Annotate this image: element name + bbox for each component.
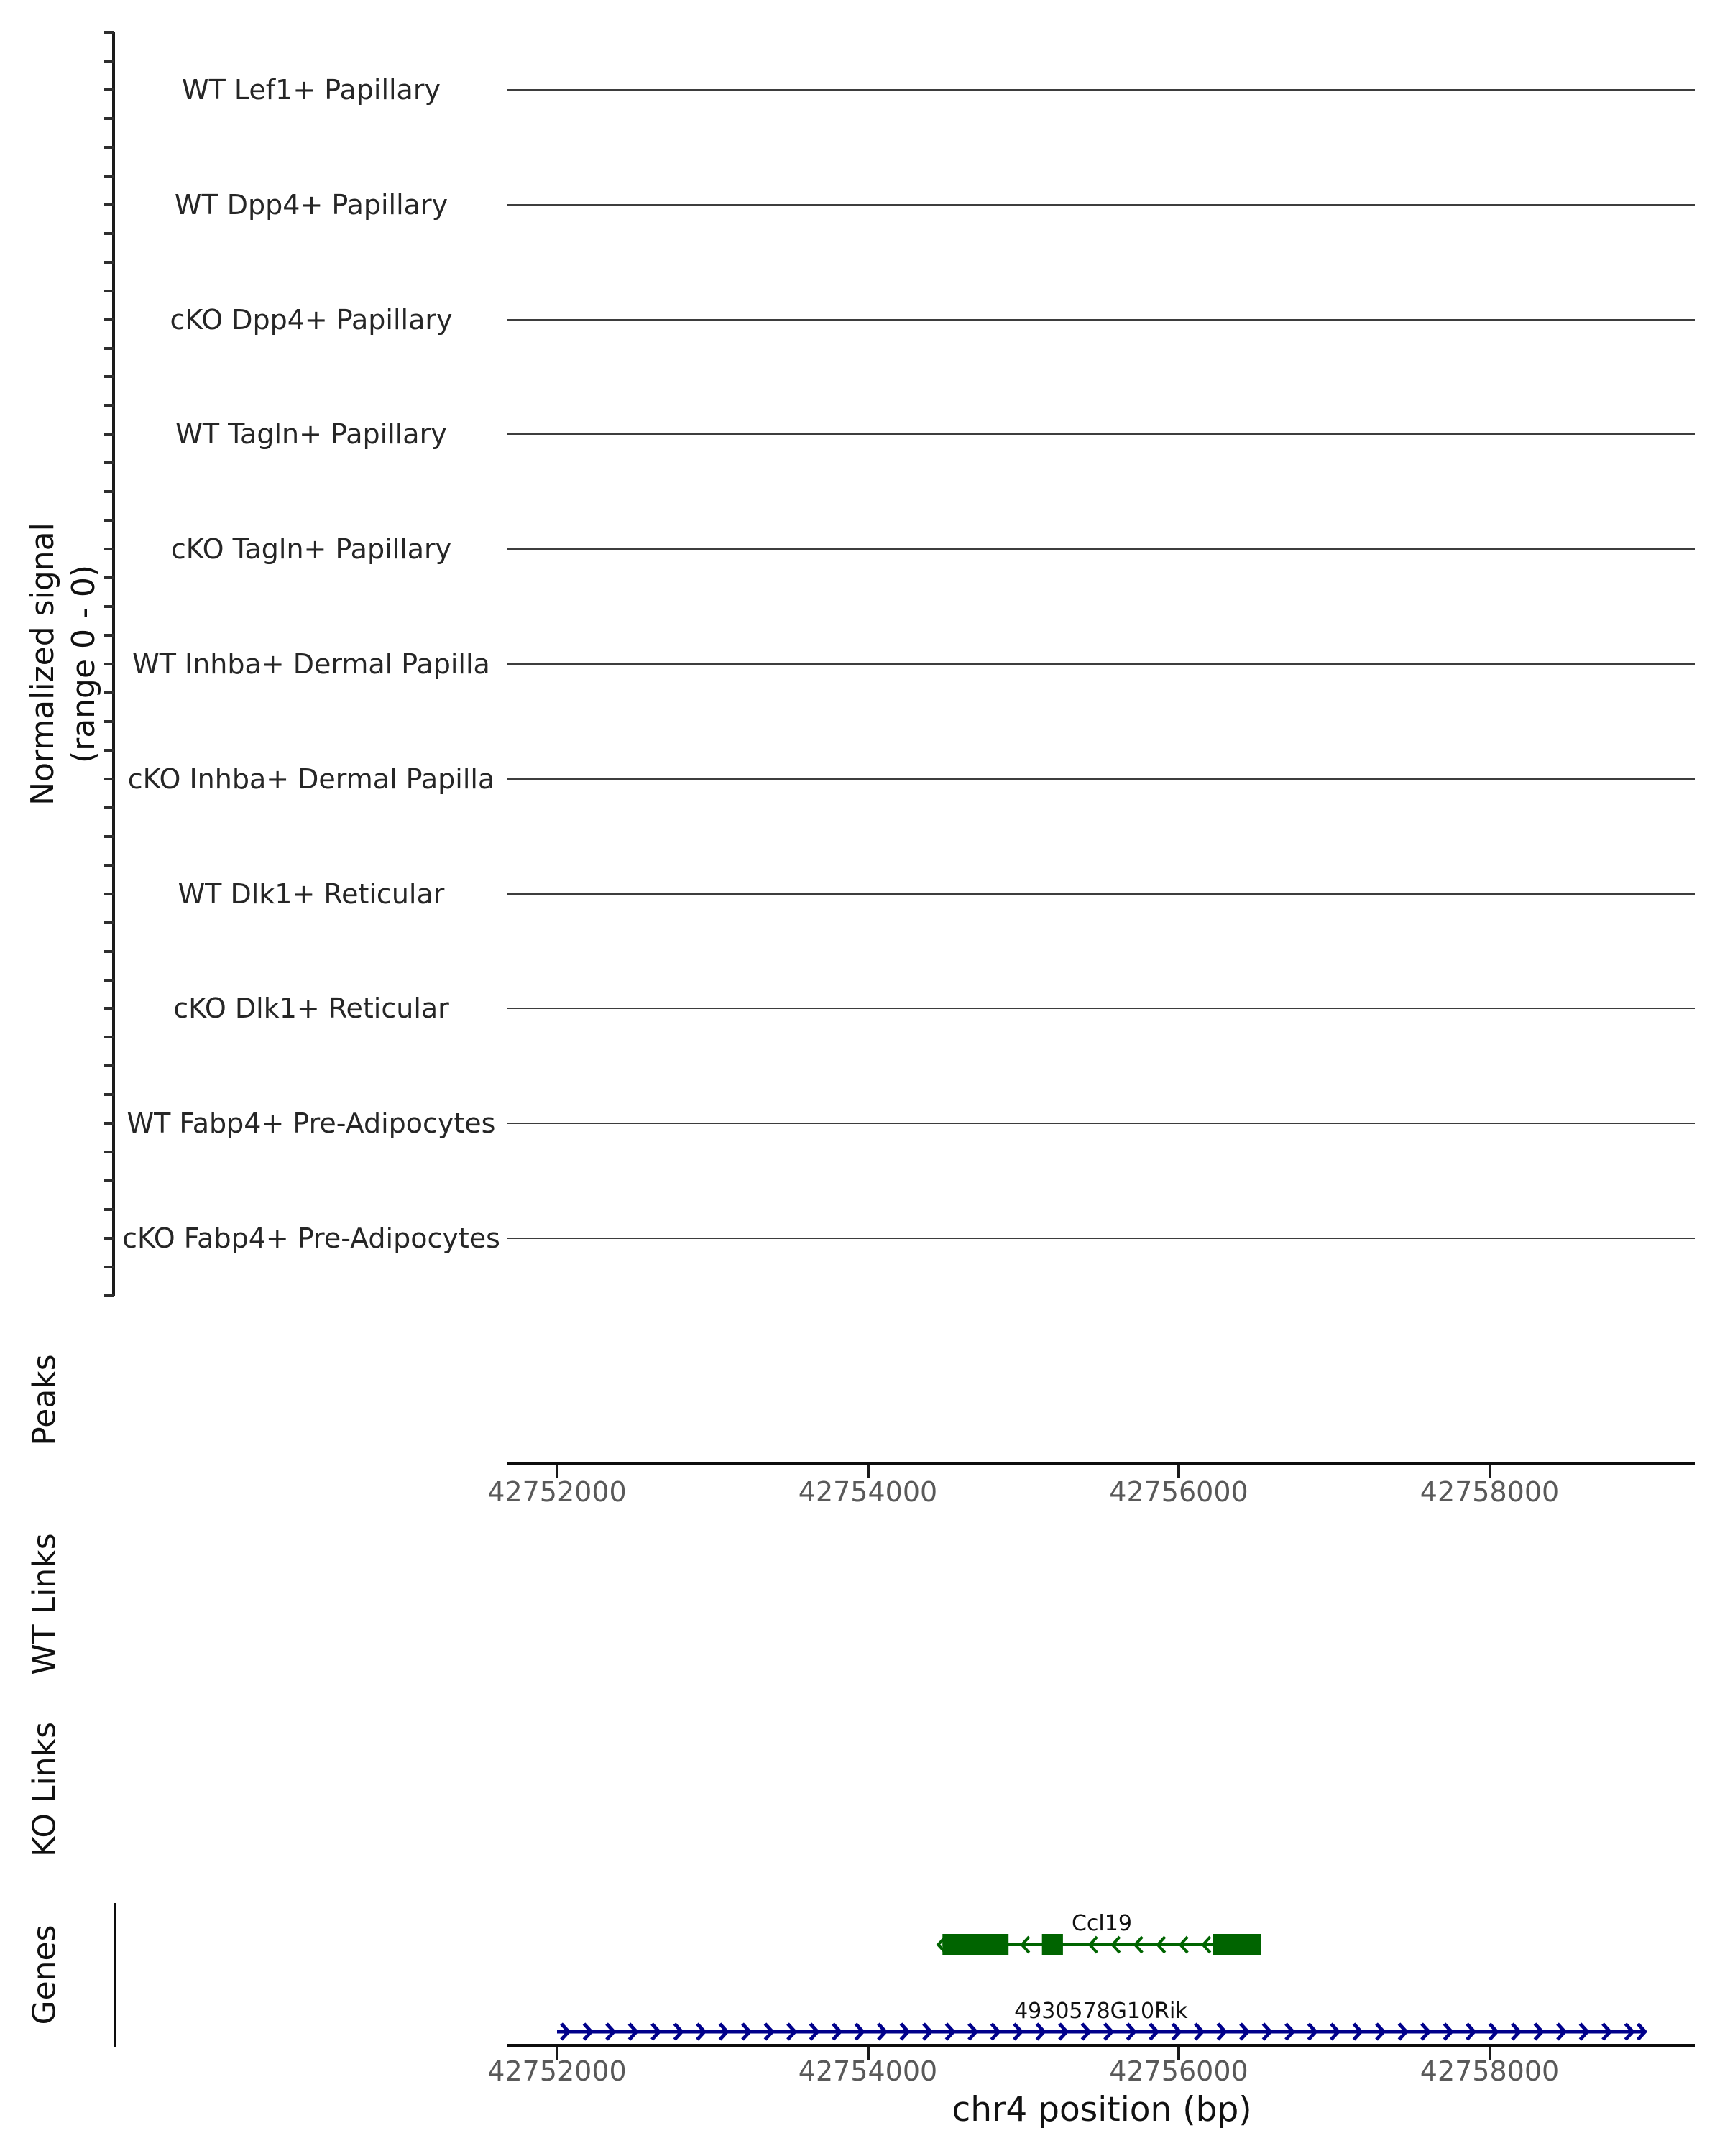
track-label: WT Tagln+ Papillary <box>175 418 447 451</box>
section-label-ko-links: KO Links <box>26 1721 63 1858</box>
axis-line <box>507 2044 1695 2047</box>
gene-label: Ccl19 <box>1071 1911 1132 1936</box>
track-label: cKO Inhba+ Dermal Papilla <box>127 763 495 795</box>
section-label-genes: Genes <box>26 1925 63 2025</box>
track-label: WT Dpp4+ Papillary <box>174 188 448 221</box>
track-label: cKO Dpp4+ Papillary <box>170 303 453 336</box>
y-axis-label-line2: (range 0 - 0) <box>65 564 102 764</box>
axis-tick-label: 42752000 <box>487 1476 627 1508</box>
axis-tick-label: 42752000 <box>487 2055 627 2087</box>
gene-label: 4930578G10Rik <box>1014 1999 1188 2024</box>
x-axis-title: chr4 position (bp) <box>952 2090 1252 2129</box>
gene-model-ccl19 <box>938 1934 1261 1955</box>
axis-tick-label: 42754000 <box>798 1476 938 1508</box>
track-label: WT Lef1+ Papillary <box>182 74 441 106</box>
gene-model-4930578g10rik <box>557 2024 1645 2040</box>
track-label: cKO Dlk1+ Reticular <box>173 992 449 1025</box>
axis-tick-label: 42756000 <box>1109 2055 1248 2087</box>
track-label: cKO Tagln+ Papillary <box>170 533 452 566</box>
track-label: WT Dlk1+ Reticular <box>178 877 445 910</box>
y-axis-label-line1: Normalized signal <box>24 522 61 806</box>
exon-block <box>942 1934 1008 1955</box>
section-label-wt-links: WT Links <box>26 1533 63 1675</box>
section-label-peaks: Peaks <box>26 1354 63 1446</box>
axis-tick-label: 42754000 <box>798 2055 938 2087</box>
axis-tick-label: 42758000 <box>1420 2055 1560 2087</box>
exon-block <box>1042 1934 1063 1955</box>
axis-tick-label: 42758000 <box>1420 1476 1560 1508</box>
track-label: cKO Fabp4+ Pre-Adipocytes <box>122 1222 500 1254</box>
track-label: WT Fabp4+ Pre-Adipocytes <box>126 1107 496 1140</box>
exon-block <box>1213 1934 1261 1955</box>
track-label: WT Inhba+ Dermal Papilla <box>132 648 490 680</box>
axis-tick-label: 42756000 <box>1109 1476 1248 1508</box>
